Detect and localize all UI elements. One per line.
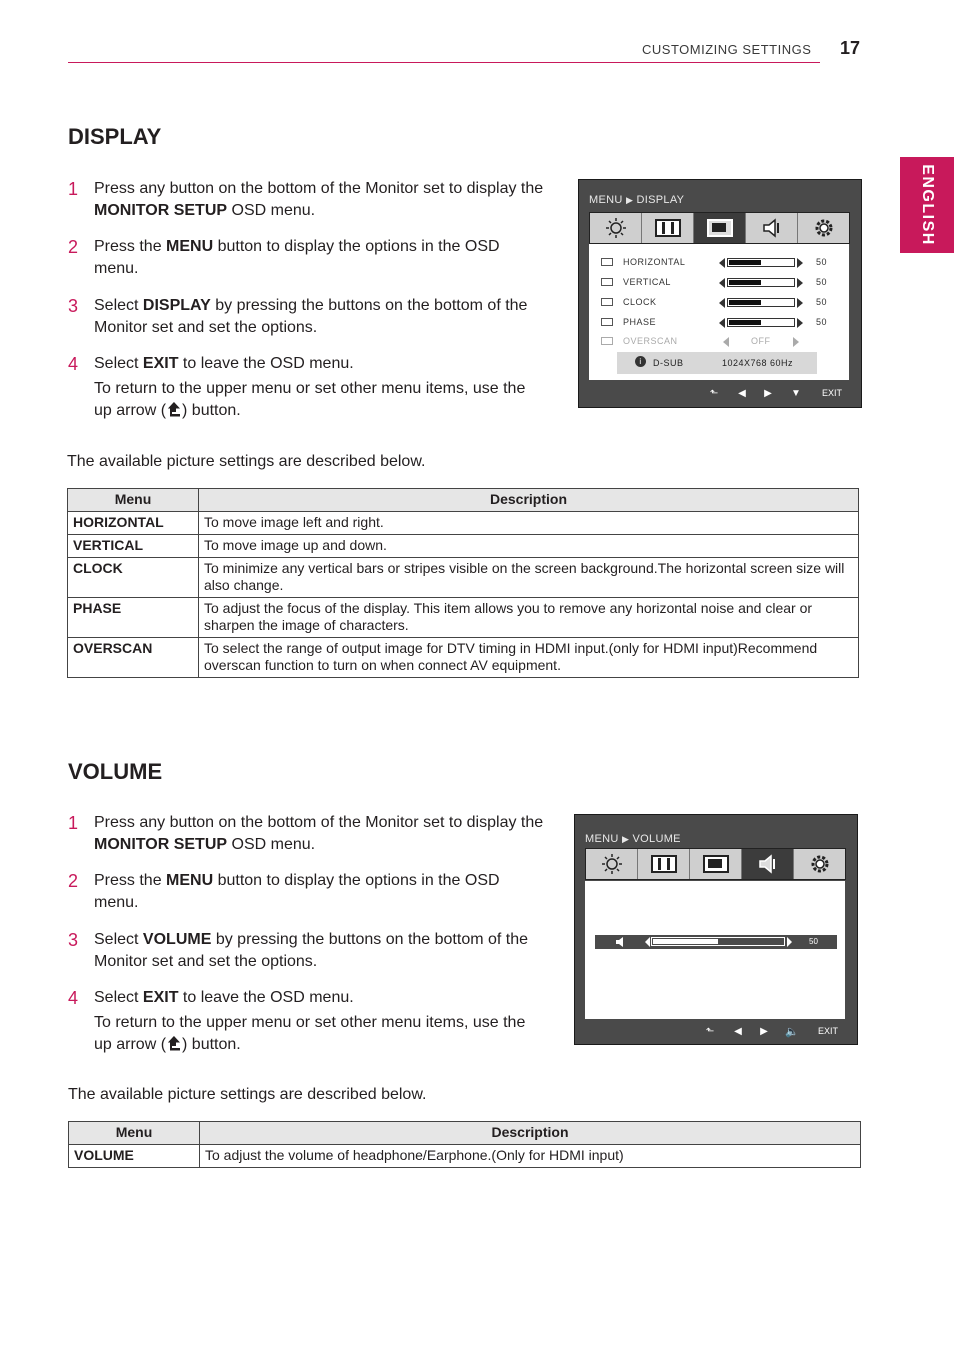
info-icon: i [635,356,646,367]
up-return-icon: ⬑ [709,387,719,399]
language-tab-label: ENGLISH [919,164,936,246]
section-title-volume: VOLUME [68,759,163,784]
table-row: HORIZONTAL To move image left and right. [68,512,859,535]
osd-breadcrumb: MENU ▶ VOLUME [585,833,681,845]
step-number: 2 [68,237,79,257]
table-header-row [69,1122,861,1145]
display-osd-screenshot [578,179,862,408]
display-step-2: 2 Press the MENU button to display the options in the OSD menu. [68,237,500,277]
step-number: 1 [68,179,79,199]
step-number: 4 [68,354,79,374]
volume-step-3: 3 Select VOLUME by pressing the buttons on the bottom of the Monitor set and set the options. [68,930,529,970]
osd-icon-bar [585,848,846,880]
step-number: 2 [68,871,79,891]
table-header-description: Description [200,1122,861,1145]
display-return-note: To return to the upper menu or set other menu items, use the up arrow ( ) button. [94,380,526,419]
speaker-icon [615,937,627,947]
left-arrow-icon: ◀ [734,1025,742,1037]
settings-gear-icon [794,849,845,879]
up-arrow-icon [166,401,182,417]
right-arrow-icon: ▶ [760,1025,768,1037]
osd-volume-panel [585,881,845,1019]
osd-exit-label: EXIT [817,1026,838,1036]
step-number: 1 [68,813,79,833]
header-rule [68,62,820,63]
volume-table-intro: The available picture settings are described below. [68,1086,427,1103]
display-icon [690,849,742,879]
table-row: CLOCK To minimize any vertical bars or stripes visible on the screen background.The horizontal screen size will also change. [68,558,859,598]
up-return-icon: ⬑ [705,1025,715,1037]
picture-icon [642,213,694,243]
osd-exit-label: EXIT [821,388,842,398]
osd-button-bar [589,382,851,404]
brightness-icon [586,849,638,879]
running-header-title: CUSTOMIZING SETTINGS [642,42,812,57]
language-tab [900,157,954,253]
table-row: VOLUME To adjust the volume of headphone/Earphone.(Only for HDMI input) [69,1145,861,1168]
table-header-row [68,489,859,512]
table-row: OVERSCAN To select the range of output image for DTV timing in HDMI input.(only for HDMI input)Recommend overscan function to turn on when connect AV equipment. [68,638,859,678]
osd-icon-bar [589,212,850,244]
step-number: 4 [68,988,79,1008]
display-table-intro: The available picture settings are described below. [67,453,426,470]
display-settings-table [67,488,859,678]
step-number: 3 [68,296,79,316]
section-title-display: DISPLAY [68,124,162,149]
settings-gear-icon [798,213,849,243]
volume-step-2: 2 Press the MENU button to display the options in the OSD menu. [68,871,500,911]
speaker-icon: 🔈 [785,1025,799,1038]
display-step-1: 1 Press any button on the bottom of the Monitor set to display the MONITOR SETUP OSD menu. [68,179,544,219]
volume-settings-table [68,1121,861,1168]
table-row: PHASE To adjust the focus of the display. This item allows you to remove any horizontal noise and clear or sharpen the image of characters. [68,598,859,638]
osd-volume-row: 50 [595,935,837,949]
volume-step-1: 1 Press any button on the bottom of the Monitor set to display the MONITOR SETUP OSD menu. [68,813,544,853]
table-header-description: Description [199,489,859,512]
display-step-3: 3 Select DISPLAY by pressing the buttons on the bottom of the Monitor set and set the options. [68,296,528,336]
left-arrow-icon: ◀ [738,387,746,399]
picture-icon [638,849,690,879]
right-arrow-icon: ▶ [764,387,772,399]
osd-display-panel: HORIZONTAL 50 VERTICAL 50 CLOCK 50 PHASE 50 OVERSCAN OFF i D-SUB 1024X768 60Hz [589,244,849,380]
volume-osd-screenshot [574,814,858,1045]
osd-input-info: i D-SUB 1024X768 60Hz [617,352,817,374]
up-arrow-icon [166,1035,182,1051]
table-header-menu: Menu [69,1122,200,1145]
brightness-icon [590,213,642,243]
table-header-menu: Menu [68,489,199,512]
volume-icon [746,213,798,243]
osd-button-bar [585,1020,847,1042]
down-arrow-icon: ▼ [791,387,801,399]
page-number: 17 [840,38,861,58]
table-row: VERTICAL To move image up and down. [68,535,859,558]
volume-icon [742,849,794,879]
display-step-4: 4 Select EXIT to leave the OSD menu. [68,354,354,374]
osd-breadcrumb: MENU ▶ DISPLAY [589,194,685,206]
display-icon [694,213,746,243]
volume-step-4: 4 Select EXIT to leave the OSD menu. [68,988,354,1008]
step-number: 3 [68,930,79,950]
volume-return-note: To return to the upper menu or set other menu items, use the up arrow ( ) button. [94,1014,526,1053]
